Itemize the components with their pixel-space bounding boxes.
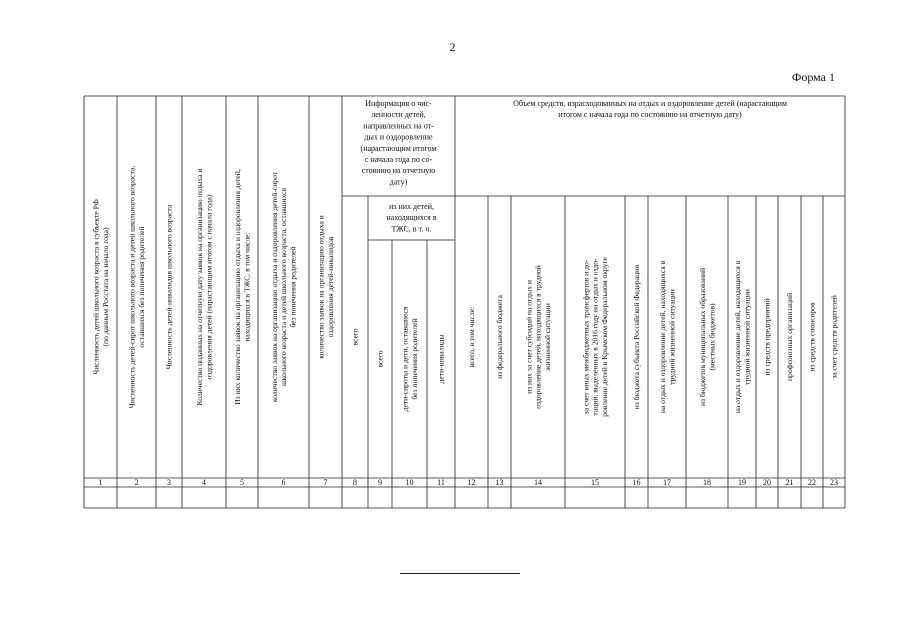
column-header-18 <box>698 268 716 406</box>
group-header-line: Информация о чис- <box>365 99 432 108</box>
column-header-line: оздоровления детей (нарастающим итогом с начала года) <box>204 194 214 380</box>
column-header-6 <box>270 171 298 402</box>
column-number-8: 8 <box>353 478 357 487</box>
column-header-3 <box>165 204 174 369</box>
column-header-line: школьного возраста и детей школьного возраста, оставшихся <box>279 187 289 387</box>
column-header-15 <box>581 257 609 417</box>
column-header-line: Численность детей-сирот школьного возраста и детей школьного возраста, <box>127 165 137 409</box>
column-number-14: 14 <box>534 478 542 487</box>
column-header-11 <box>437 334 446 383</box>
column-header-line: всего <box>375 350 385 368</box>
column-header-20 <box>763 298 772 375</box>
column-header-21 <box>785 293 794 381</box>
column-number-2: 2 <box>134 478 139 487</box>
column-header-12 <box>467 307 476 367</box>
column-header-line: (местных бюджетов) <box>707 303 717 371</box>
column-header-line: трудной жизненной ситуации <box>667 289 677 385</box>
column-header-line: всего <box>350 328 360 346</box>
table-labels <box>92 99 839 487</box>
footer-divider <box>400 573 520 574</box>
group-header-line: ТЖС, в т. ч. <box>391 224 432 234</box>
column-header-line: из бюджета субъекта Российской Федерации <box>632 264 642 410</box>
group-header-line: находящихся в <box>386 213 437 223</box>
funds-group-header <box>513 99 787 119</box>
column-header-10 <box>401 306 419 411</box>
tzhs-group-header <box>386 202 436 233</box>
info-group-header <box>361 99 437 186</box>
column-header-line: количество заявок на организацию отдыха и оздоровления детей-сирот <box>269 171 279 403</box>
column-number-1: 1 <box>98 478 103 487</box>
column-header-7 <box>317 215 335 358</box>
column-header-1 <box>92 199 110 374</box>
group-header-line: направленных на от- <box>363 121 434 131</box>
column-number-4: 4 <box>202 478 206 487</box>
column-header-line: Численность детей-инвалидов школьного возраста <box>164 204 174 370</box>
column-header-line: Численность детей школьного возраста в субъекте РФ <box>91 199 101 375</box>
column-header-line: всего, в том числе: <box>467 306 477 368</box>
column-header-22 <box>808 302 817 371</box>
column-header-line: оставшихся без попечения родителей <box>136 226 146 348</box>
column-header-line: (по данным Росстата на начало года) <box>100 227 110 347</box>
column-header-line: оздоровления детей-инвалидов <box>325 236 335 338</box>
column-header-17 <box>658 260 676 413</box>
group-header-line: ленности детей, <box>371 110 426 120</box>
column-number-19: 19 <box>738 478 746 487</box>
column-header-16 <box>632 265 641 410</box>
column-number-9: 9 <box>378 478 382 487</box>
column-number-12: 12 <box>467 478 476 487</box>
column-header-line: из средств предприятий <box>762 298 772 376</box>
column-header-5 <box>233 169 251 405</box>
column-header-line: количество заявок на организацию отдыха и <box>316 215 326 359</box>
column-header-line: из средств спонсоров <box>807 302 817 372</box>
column-header-14 <box>524 265 552 409</box>
column-number-18: 18 <box>703 478 711 487</box>
column-header-line: жизненной ситуации <box>543 303 553 371</box>
column-number-13: 13 <box>495 478 504 487</box>
column-header-line: из них за счет субсидий на отдых и <box>524 280 534 394</box>
form-label: Форма 1 <box>791 70 835 84</box>
column-number-6: 6 <box>281 478 286 487</box>
column-header-line: оздоровление детей, находящихся в трудной <box>533 265 543 409</box>
column-number-11: 11 <box>437 478 445 487</box>
column-header-line: ровление детей в Крымском Федеральном округе <box>600 257 610 417</box>
column-header-4 <box>195 169 213 406</box>
column-number-22: 22 <box>808 478 816 487</box>
column-header-line: дети-сироты и дети, оставшиеся <box>400 306 410 412</box>
column-header-line: без попечения родителей <box>409 318 419 400</box>
column-header-line: дети-инвалиды <box>436 334 446 384</box>
column-header-line: за счет иных межбюджетных трансфертов и до- <box>581 259 591 415</box>
column-header-19 <box>733 260 751 413</box>
group-header-line: итогом с начала года по состоянию на отчетную дату) <box>558 110 742 119</box>
group-header-line: Объем средств, израсходованных на отдых и оздоровление детей (нарастающим <box>513 99 787 108</box>
column-number-20: 20 <box>763 478 771 487</box>
column-header-line: Из них количество заявок на организацию отдыха и оздоровления детей, <box>233 169 242 405</box>
group-header-line: стоянию на отчетную <box>361 166 436 176</box>
column-header-line: без попечения родителей <box>288 246 298 328</box>
column-number-10: 10 <box>405 478 414 487</box>
column-number-23: 23 <box>830 478 838 487</box>
column-number-16: 16 <box>632 478 641 487</box>
column-header-9 <box>376 350 385 367</box>
column-number-15: 15 <box>591 478 599 487</box>
column-header-2 <box>128 166 146 409</box>
column-header-line: из бюджетов муниципальных образований <box>698 267 707 407</box>
column-header-line: таций, выделенных в 2016 году на отдых и оздо- <box>590 258 600 416</box>
page-number: 2 <box>449 40 456 54</box>
group-header-line: дату) <box>389 177 408 187</box>
column-header-line: профсоюзных организаций <box>785 292 795 382</box>
group-header-line: с начала года по со- <box>364 155 433 164</box>
group-header-line: из них детей, <box>389 202 434 211</box>
column-number-5: 5 <box>240 478 244 487</box>
column-header-line: на отдых и оздоровление детей, находящихся в <box>733 260 742 414</box>
column-header-23 <box>830 295 839 379</box>
column-header-line: находящихся в ТЖС, в том числе: <box>242 232 252 342</box>
column-number-21: 21 <box>785 478 794 487</box>
column-header-13 <box>495 295 504 379</box>
column-header-line: из федерального бюджета <box>495 295 505 379</box>
column-header-line: трудной жизненной ситуации <box>742 289 752 385</box>
column-number-7: 7 <box>323 478 328 487</box>
column-number-17: 17 <box>663 478 671 487</box>
group-header-line: дых и оздоровление <box>364 132 433 142</box>
column-header-8 <box>351 328 360 345</box>
group-header-line: (нарастающим итогом <box>360 143 437 153</box>
column-header-line: Количество поданных на отчетную дату заявок на организацию отдыха и <box>195 168 204 406</box>
column-header-line: за счет средств родителей <box>829 295 839 379</box>
column-header-line: на отдых и оздоровление детей, находящихся в <box>658 260 667 414</box>
column-number-3: 3 <box>167 478 171 487</box>
